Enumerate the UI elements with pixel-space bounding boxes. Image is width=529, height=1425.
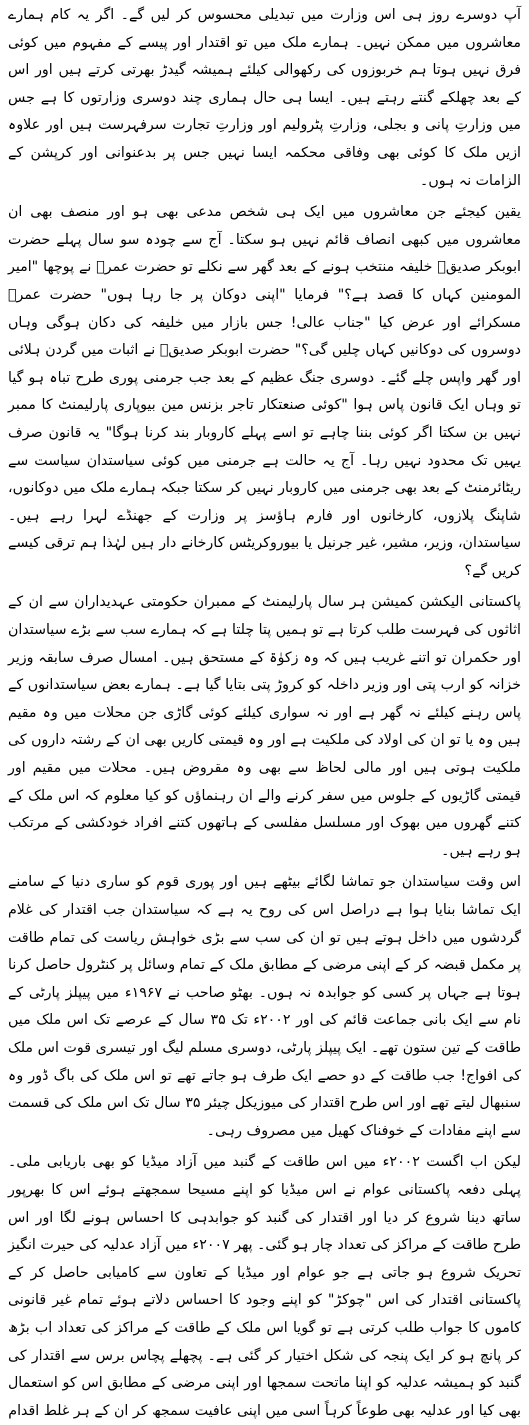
article-paragraph: پاکستانی الیکشن کمیشن ہر سال پارلیمنٹ کے ممبران حکومتی عہدیداران سے ان کے اثاثوں کی فہرست طلب کرتا ہے تو ہمیں پتا چلتا ہے کہ ہمارے سب سے بڑے سیاستدان اور حکمران تو اتنے غریب ہیں کہ وہ زکوٰۃ کے مستحق ہیں۔ امسال صرف سابقہ وزیر خزانہ کو ارب پتی اور وزیر داخلہ کو کروڑ پتی بتایا گیا ہے۔ ہمارے بعض سیاستدانوں کے پاس رہنے کیلئے نہ گھر ہے اور نہ سواری کیلئے کوئی گاڑی جن محلات میں وہ مقیم ہیں وہ یا تو ان کی اولاد کی ملکیت ہے اور وہ قیمتی کاریں بھی ان کے رشتہ داروں کی ملکیت ہوتی ہیں اور مالی لحاظ سے بھی وہ مقروض ہیں۔ محلات میں مقیم اور قیمتی گاڑیوں کے جلوس میں سفر کرنے والے ان رہنماؤں کو کیا معلوم کہ اس ملک کے کتنے گھروں میں بھوک اور مسلسل مفلسی کے ہاتھوں کتنے افراد خودکشی کے مرتکب ہو رہے ہیں۔ — [8, 594, 521, 859]
article-paragraph: یقین کیجئے جن معاشروں میں ایک ہی شخص مدعی بھی ہو اور منصف بھی ان معاشروں میں کبھی انصاف قائم نہیں ہو سکتا۔ آج سے چودہ سو سال پہلے حضرت ابوبکر صدیقؓ خلیفہ منتخب ہونے کے بعد گھر سے نکلے تو حضرت عمرؓ نے پوچھا "امیر المومنین کہاں کا قصد ہے؟" فرمایا "اپنی دوکان پر جا رہا ہوں" حضرت عمرؓ مسکرائے اور عرض کیا "جناب عالی! جس بازار میں خلیفہ کی دکان ہوگی وہاں دوسروں کی دوکانیں کہاں چلیں گی؟" حضرت ابوبکر صدیقؓ نے اثبات میں گردن ہلائی اور گھر واپس چلے گئے۔ دوسری جنگ عظیم کے بعد جب جرمنی پوری طرح تباہ ہو گیا تو وہاں ایک قانون پاس ہوا "کوئی صنعتکار تاجر بزنس مین بیوپاری پارلیمنٹ کا ممبر نہیں بن سکتا اگر کوئی بننا چاہے تو اسے پہلے کاروبار بند کرنا ہوگا" یہ قانون صرف یہیں تک محدود نہیں رہا۔ آج یہ حالت ہے جرمنی میں کوئی سیاستدان سیاست سے ریٹائرمنٹ کے بعد بھی جرمنی میں کاروبار نہیں کر سکتا جبکہ ہمارے ملک میں دوکانوں، شاپنگ پلازوں، کارخانوں اور فارم ہاؤسز پر وزارت کے جھنڈے لہرا رہے ہیں۔ سیاستدان، وزیر، مشیر، غیر جرنیل یا بیوروکریٹس کارخانے دار ہیں لہٰذا ہم ترقی کیسے کریں گے؟ — [8, 204, 521, 579]
article-paragraph: لیکن اب اگست ۲۰۰۲ء میں اس طاقت کے گنبد میں آزاد میڈیا کو بھی باریابی ملی۔ پہلی دفعہ پاکستانی عوام نے اس میڈیا کو اپنے مسیحا سمجھتے ہوئے اس کا بھرپور ساتھ دینا شروع کر دیا اور اقتدار کی گنبد کو جوابدہی کا احساس ہونے لگا اور اس طرح طاقت کے مراکز کی تعداد چار ہو گئی۔ پھر ۲۰۰۷ء میں آزاد عدلیہ کی حیرت انگیز تحریک شروع ہو جاتی ہے جو عوام اور میڈیا کے تعاون سے کامیابی حاصل کر کے پاکستانی اقتدار کی اس "چوکڑ" کو اپنے وجود کا احساس دلاتے ہوئے تمام غیر قانونی کاموں کا جواب طلب کرتی ہے تو گویا اس ملک کے طاقت کے مراکز کی تعداد اب بڑھ کر پانچ ہو کر ایک پنجہ کی شکل اختیار کر گئی ہے۔ پچھلے پچاس برس سے اقتدار کی گنبد کو ہمیشہ عدلیہ کو اپنا ماتحت سمجھا اور اپنی مرضی کے مطابق اس کو استعمال بھی کیا اور عدلیہ بھی طوعاً کرہاً اسی میں اپنی عافیت سمجھ کر ان کے ہر غلط اقدام — [8, 1154, 521, 1419]
article-paragraph: آپ دوسرے روز ہی اس وزارت میں تبدیلی محسوس کر لیں گے۔ اگر یہ کام ہمارے معاشروں میں ممکن نہیں۔ ہمارے ملک میں تو اقتدار اور پیسے کے مفہوم میں کوئی فرق نہیں ہوتا ہم خربوزوں کی رکھوالی کیلئے ہمیشہ گیدڑ بھرتی کرتے ہیں اور اس کے بعد چھلکے گنتے رہتے ہیں۔ ایسا ہی حال ہماری چند دوسری وزارتوں کا ہے جس میں وزارتِ پانی و بجلی، وزارتِ پٹرولیم اور وزارتِ تجارت سرفہرست ہیں اور علاوہ ازیں ملک کا کوئی بھی وفاقی محکمہ ایسا نہیں جس پر بدعنوانی اور کرپشن کے الزامات نہ ہوں۔ — [8, 7, 521, 189]
article-paragraph: اس وقت سیاستدان جو تماشا لگائے بیٹھے ہیں اور پوری قوم کو ساری دنیا کے سامنے ایک تماشا بنایا ہوا ہے دراصل اس کی روح یہ ہے کہ سیاستدان جب اقتدار کی غلام گردشوں میں داخل ہوتے ہیں تو ان کی سب سے بڑی خواہش ریاست کی تمام طاقت پر مکمل قبضہ کر کے اپنی مرضی کے مطابق ملک کے تمام وسائل پر کنٹرول حاصل کرنا ہوتا ہے جہاں پر کسی کو جوابدہ نہ ہوں۔ بھٹو صاحب نے ۱۹۶۷ء میں پیپلز پارٹی کے نام سے ایک بانی جماعت قائم کی اور ۲۰۰۲ء تک ۳۵ سال کے عرصے تک اس ملک میں طاقت کے تین ستون تھے۔ ایک پیپلز پارٹی، دوسری مسلم لیگ اور تیسری قوت اس ملک کی افواج! جب طاقت کے دو حصے ایک طرف ہو جاتے تھے تو اس ملک کی باگ ڈور وہ سنبھال لیتے تھے اور اس طرح اقتدار کی میوزیکل چیئر ۳۵ سال تک اس ملک کی قسمت سے اپنے مفادات کے خوفناک کھیل میں مصروف رہی۔ — [8, 874, 521, 1139]
